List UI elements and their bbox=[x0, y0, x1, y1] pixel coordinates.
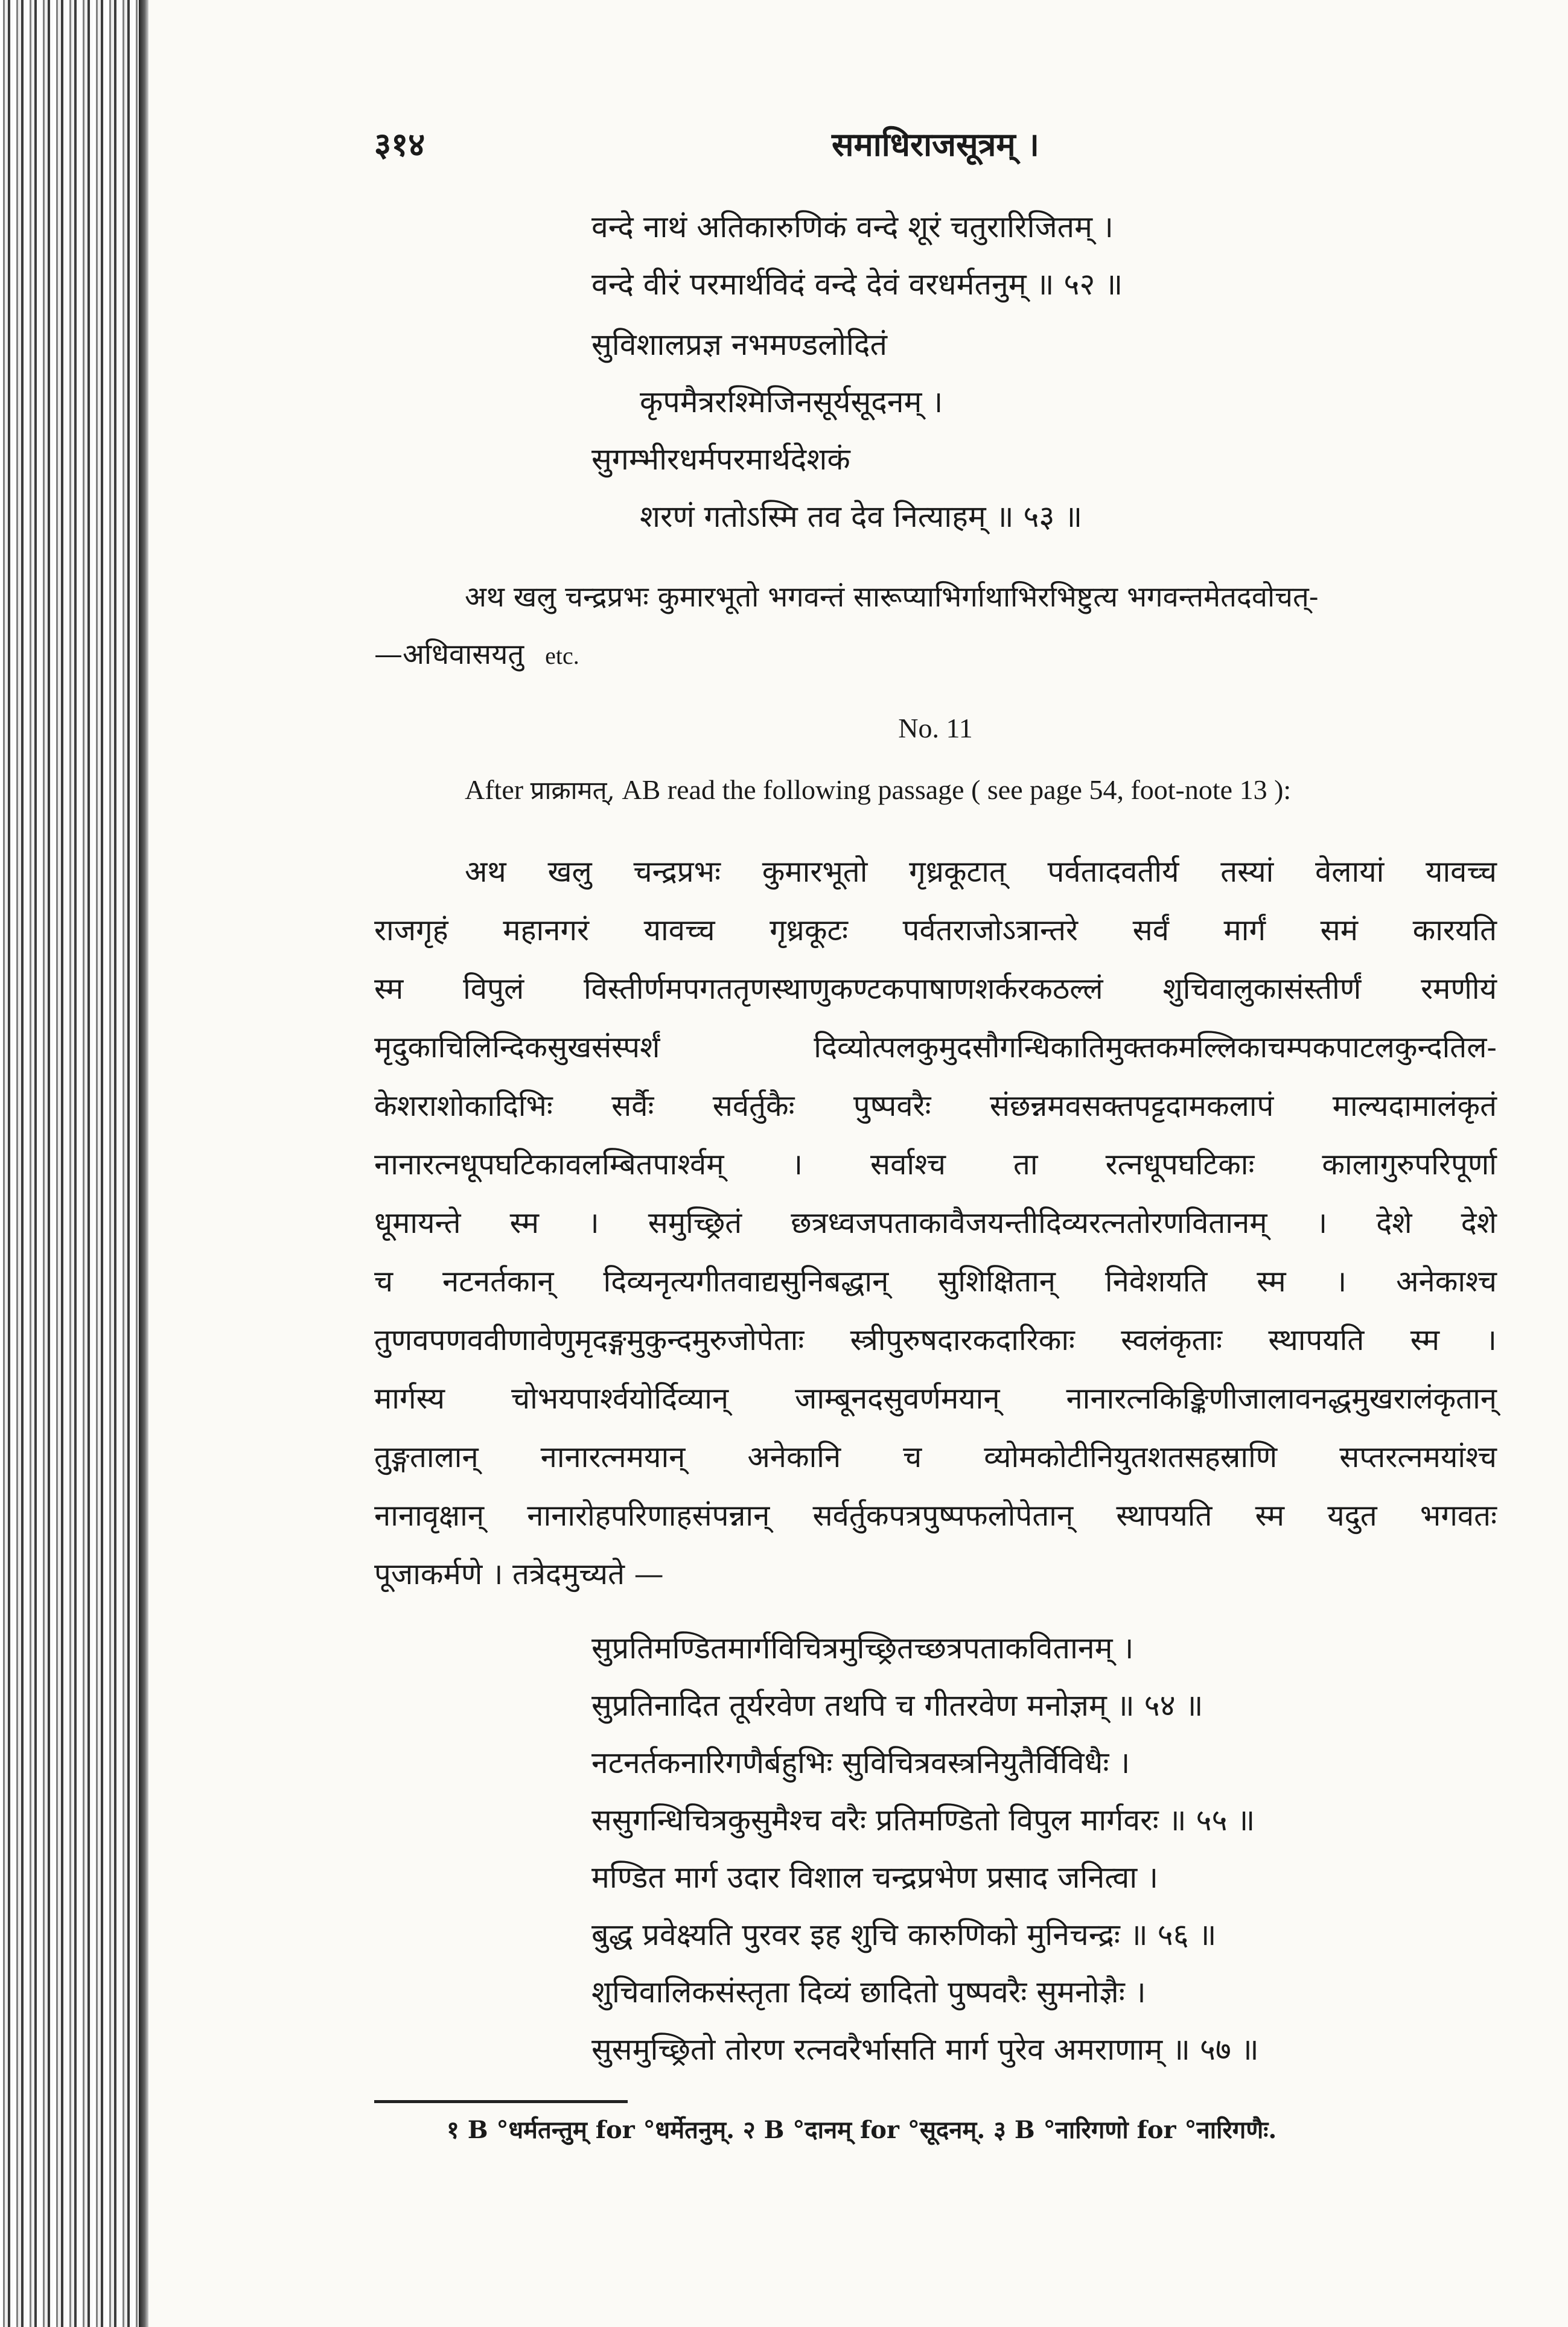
verse-line: वन्दे वीरं परमार्थविदं वन्दे देवं वरधर्मतनुम् ॥ ५२ ॥ bbox=[591, 267, 1123, 302]
prose-line bbox=[374, 634, 579, 672]
paragraph-line: अथ खलु चन्द्रप्रभः कुमारभूतो गृध्रकूटात् पर्वतादवतीर्य तस्यां वेलायां यावच्च bbox=[465, 855, 1497, 889]
footnote-rule bbox=[374, 2100, 628, 2103]
paragraph-line: स्म विपुलं विस्तीर्णमपगततृणस्थाणुकण्टकपाषाणशर्करकठल्लं शुचिवालुकासंस्तीर्णं रमणीयं bbox=[374, 972, 1497, 1006]
page-number: ३१४ bbox=[374, 125, 425, 164]
paragraph-line: केशराशोकादिभिः सर्वैः सर्वर्तुकैः पुष्पवरैः संछन्नमवसक्तपट्टदामकलापं माल्यदामालंकृतं bbox=[374, 1089, 1497, 1123]
verse-line: वन्दे नाथं अतिकारुणिकं वन्दे शूरं चतुरारिजितम् । bbox=[591, 209, 1114, 244]
verse-line: नटनर्तकनारिगणैर्बहुभिः सुविचित्रवस्त्रनियुतैर्विविधैः । bbox=[591, 1745, 1130, 1780]
paragraph-line: राजगृहं महानगरं यावच्च गृध्रकूटः पर्वतराजोऽत्रान्तरे सर्वं मार्गं समं कारयति bbox=[374, 913, 1497, 947]
intro-rest: AB read the following passage ( see page 54, foot-note 13 ): bbox=[614, 774, 1292, 805]
intro-line bbox=[465, 772, 1291, 807]
prose-text: —अधिवासयतु bbox=[374, 638, 524, 671]
footnote: १ B °धर्मतन्तुम् for °धर्मेतनुम्. २ B °दानम् for °सूदनम्. ३ B °नारिगणो for °नारिगणैः. bbox=[447, 2116, 1277, 2144]
verse-line: ससुगन्धिचित्रकुसुमैश्च वरैः प्रतिमण्डितो विपुल मार्गवरः ॥ ५५ ॥ bbox=[591, 1803, 1255, 1838]
prose-line: अथ खलु चन्द्रप्रभः कुमारभूतो भगवन्तं सारूप्याभिर्गाथाभिरभिष्टुत्य भगवन्तमेतदवोचत्- bbox=[465, 581, 1319, 614]
paragraph-line: च नटनर्तकान् दिव्यनृत्यगीतवाद्यसुनिबद्धान् सुशिक्षितान् निवेशयति स्म । अनेकाश्च bbox=[374, 1264, 1497, 1299]
intro-devanagari-word: प्राक्रामत्, bbox=[530, 775, 615, 805]
verse-line: मण्डित मार्ग उदार विशाल चन्द्रप्रभेण प्रसाद जनित्वा । bbox=[591, 1860, 1159, 1895]
verse-line: सुप्रतिमण्डितमार्गविचित्रमुच्छ्रितच्छत्रपताकवितानम् । bbox=[591, 1631, 1134, 1666]
verse-line: शरणं गतोऽस्मि तव देव नित्याहम् ॥ ५३ ॥ bbox=[640, 499, 1083, 534]
book-binding-edge bbox=[0, 0, 139, 2327]
verse-line: शुचिवालिकसंस्तृता दिव्यं छादितो पुष्पवरैः सुमनोज्ञैः । bbox=[591, 1975, 1146, 2010]
page-header bbox=[374, 115, 1497, 181]
binding-shadow bbox=[139, 0, 148, 2327]
paragraph-line: मार्गस्य चोभयपार्श्वयोर्दिव्यान् जाम्बूनदसुवर्णमयान् नानारत्नकिङ्किणीजालावनद्धमुखरालंकृतान् bbox=[374, 1381, 1497, 1416]
verse-line: सुप्रतिनादित तूर्यरवेण तथपि च गीतरवेण मनोज्ञम् ॥ ५४ ॥ bbox=[591, 1688, 1203, 1723]
etc-text: etc. bbox=[545, 642, 579, 669]
verse-line: सुविशालप्रज्ञ नभमण्डलोदितं bbox=[591, 327, 887, 362]
paragraph-line: तुङ्गतालान् नानारत्नमयान् अनेकानि च व्योमकोटीनियुतशतसहस्राणि सप्तरत्नमयांश्च bbox=[374, 1440, 1497, 1474]
page-title: समाधिराजसूत्रम् । bbox=[832, 125, 1039, 164]
paragraph-line: धूमायन्ते स्म । समुच्छ्रितं छत्रध्वजपताकावैजयन्तीदिव्यरत्नतोरणवितानम् । देशे देशे bbox=[374, 1206, 1497, 1240]
section-heading: No. 11 bbox=[898, 713, 973, 743]
verse-line: सुगम्भीरधर्मपरमार्थदेशकं bbox=[591, 442, 850, 477]
verse-line: बुद्ध प्रवेक्ष्यति पुरवर इह शुचि कारुणिको मुनिचन्द्रः ॥ ५६ ॥ bbox=[591, 1917, 1217, 1952]
paragraph-line: नानावृक्षान् नानारोहपरिणाहसंपन्नान् सर्वर्तुकपत्रपुष्पफलोपेतान् स्थापयति स्म यदुत भगवतः bbox=[374, 1498, 1497, 1533]
verse-line: सुसमुच्छ्रितो तोरण रत्नवरैर्भासति मार्ग पुरेव अमराणाम् ॥ ५७ ॥ bbox=[591, 2032, 1259, 2067]
paragraph-line: तुणवपणववीणावेणुमृदङ्गमुकुन्दमुरुजोपेताः स्त्रीपुरुषदारकदारिकाः स्वलंकृताः स्थापयति स्म । bbox=[374, 1323, 1497, 1357]
intro-prefix: After bbox=[465, 774, 531, 805]
paragraph-line: नानारत्नधूपघटिकावलम्बितपार्श्वम् । सर्वाश्च ता रत्नधूपघटिकाः कालागुरुपरिपूर्णा bbox=[374, 1147, 1497, 1182]
verse-line: कृपमैत्ररश्मिजिनसूर्यसूदनम् । bbox=[640, 384, 943, 419]
paragraph-line: पूजाकर्मणे । तत्रेदमुच्यते — bbox=[374, 1557, 664, 1591]
paragraph-line: मृदुकाचिलिन्दिकसुखसंस्पर्शं दिव्योत्पलकुमुदसौगन्धिकातिमुक्तकमल्लिकाचम्पकपाटलकुन्दतिल- bbox=[374, 1030, 1497, 1065]
book-page bbox=[374, 115, 1497, 2287]
